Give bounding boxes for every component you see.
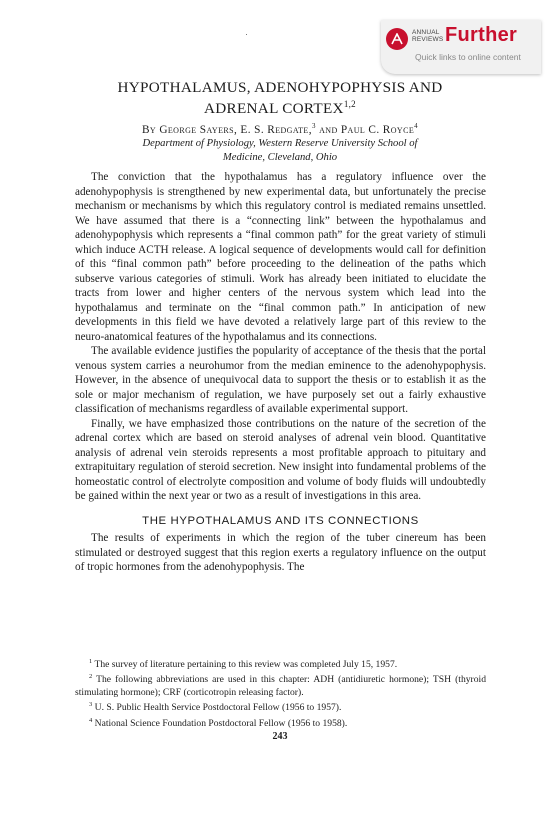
further-badge[interactable]: [381, 20, 541, 74]
affiliation-line-2: Medicine, Cleveland, Ohio: [222, 152, 338, 163]
footnote: [75, 656, 486, 671]
affiliation-line-1: Department of Physiology, Western Reserve University School of: [142, 138, 418, 149]
footnote-number: 2: [89, 673, 93, 681]
paragraph-1: The conviction that the hypothalamus has a regulatory influence over the adenohypophysis is strengthened by new experimental data, but unfortunately the precise mechanism or mechanisms by which this regulatory control is mediated remains unsettled. We have assumed that there is a “connecting link” between the hypothalamus and adenohypophysis which represents a “final common path” for the great variety of stimuli which induce ACTH release. A logical sequence of developments would call for definition of this “final common path” before proceeding to the delineation of the paths which subserve various categories of stimuli. Work has already been initiated to elucidate the tracts from lower and higher centers of the nervous system which lead into the hypothalamus and terminate on the “final common path.” In anticipation of new developments in this field we have devoted a relatively large part of this review to the neuro-anatomical features of the hypothalamus and its connections.: [75, 171, 486, 343]
footnote: [75, 671, 486, 699]
title-line-2: ADRENAL CORTEX: [204, 100, 344, 118]
badge-annual-reviews-text: [412, 29, 443, 43]
title-line-1: HYPOTHALAMUS, ADENOHYPOPHYSIS AND: [117, 79, 443, 96]
footnote-text: The following abbreviations are used in this chapter: ADH (antidiuretic hormone); TSH (thyroid stimulating hormone); CRF (corticotropin releasing factor).: [75, 674, 486, 698]
footnote-text: U. S. Public Health Service Postdoctoral Fellow (1956 to 1957).: [94, 702, 342, 714]
footnote-number: 1: [89, 658, 93, 665]
author-footnote-ref-3[interactable]: 3: [311, 122, 316, 130]
article-title: [70, 79, 490, 117]
author-names-1: George Sayers, E. S. Redgate,: [159, 123, 312, 136]
footnote-number: 4: [89, 716, 93, 724]
author-by: By: [141, 123, 157, 136]
footnote: [75, 715, 486, 730]
paragraph-3: Finally, we have emphasized those contributions on the nature of the secretion of the adrenal cortex which are based on steroid analyses of adrenal vein blood. Quantitative analysis of adrenal vein steroids represents a most profitable approach to pituitary and extrapituitary regulation of steroid secretion. New insight into fundamental problems of the homeostatic control of electrolyte composition and volume of body fluids will undoubtedly be gained within the next year or two as a result of investigations in this area.: [75, 417, 486, 502]
title-footnote-ref[interactable]: 1,2: [343, 99, 356, 109]
footnote-text: National Science Foundation Postdoctoral Fellow (1956 to 1958).: [94, 717, 348, 729]
affiliation: [80, 137, 480, 165]
article-body: [75, 170, 486, 575]
author-and: and: [319, 123, 338, 136]
section-heading: THE HYPOTHALAMUS AND ITS CONNECTIONS: [142, 514, 419, 527]
badge-reviews: REVIEWS: [412, 36, 444, 43]
badge-annual: ANNUAL: [412, 29, 440, 36]
page-number: 243: [272, 731, 288, 742]
speck: [246, 34, 247, 35]
paragraph-2: The available evidence justifies the popularity of acceptance of the thesis that the portal venous system carries a neurohumor from the median eminence to the adenohypophysis. However, in the absence of unequivocal data to support the thesis or to establish it as the sole or major mechanism of regulation, we have purposely set out a fairly exhaustive classification of mechanisms regardless of available experimental support.: [75, 345, 486, 415]
author-footnote-ref-4[interactable]: 4: [414, 122, 419, 130]
footnote: [75, 699, 486, 714]
footnotes: [75, 656, 486, 730]
paragraph-4: The results of experiments in which the region of the tuber cinereum has been stimulated or destroyed suggest that this region exerts a regulatory influence on the output of tropic hormones from the adenohypophysis. The: [75, 532, 486, 573]
badge-further[interactable]: Further: [445, 24, 518, 46]
author-names-2: Paul C. Royce: [340, 123, 415, 136]
annual-reviews-logo-icon: [386, 28, 408, 50]
footnote-text: The survey of literature pertaining to this review was completed July 15, 1957.: [94, 659, 398, 671]
footnote-number: 3: [89, 701, 93, 709]
badge-quick-links[interactable]: Quick links to online content: [415, 52, 521, 62]
author-line: [70, 122, 490, 136]
